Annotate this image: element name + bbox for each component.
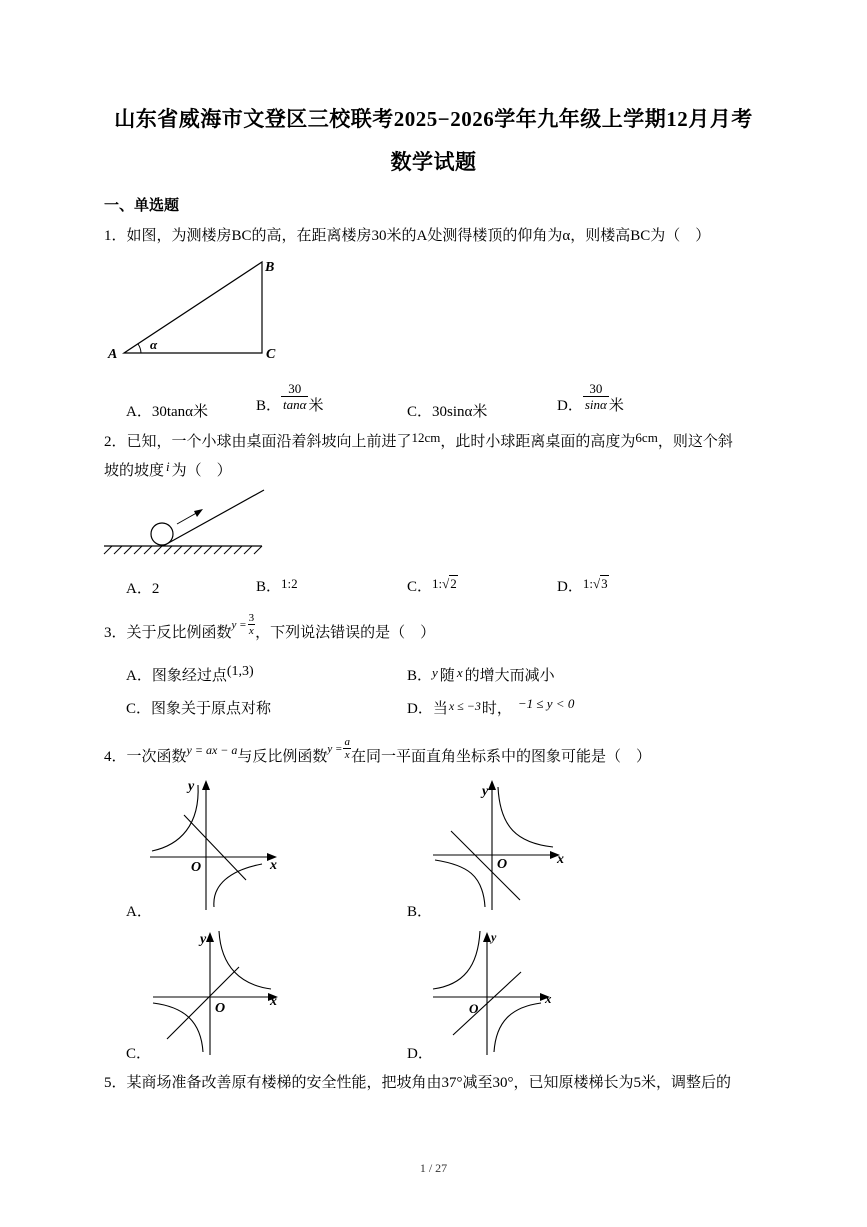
question-4-text (104, 731, 651, 766)
q3-option-d (407, 697, 574, 718)
q3-option-b (407, 664, 555, 685)
q3-option-c: C．图象关于原点对称 (126, 701, 272, 717)
q2-option-c-label: C． (407, 579, 433, 595)
q2-text-1: 2．已知，一个小球由桌面沿着斜坡向上前进了 (104, 434, 412, 450)
q1-option-a: A．30tanα米 (126, 404, 209, 420)
graph-d-y-label: y (491, 930, 497, 944)
q1-option-d-label: D． (557, 398, 583, 414)
q1-option-b-num: 30 (281, 381, 308, 397)
angle-alpha-label: α (150, 337, 158, 352)
q1-option-d-num: 30 (583, 381, 609, 397)
q3-option-b-x: x (456, 665, 463, 680)
q1-triangle-figure (100, 252, 290, 367)
q2-option-b-label: B． (256, 579, 282, 595)
q4-graph-b (425, 775, 575, 915)
q3-text-1: 3．关于反比例函数 (104, 625, 232, 641)
q4-inverse-den: x (344, 749, 350, 761)
q2-option-d-label: D． (557, 579, 583, 595)
q3-function-fraction (248, 612, 256, 637)
q1-option-d-unit: 米 (608, 398, 624, 414)
section-heading: 一、单选题 (104, 198, 180, 214)
q1-option-c: C．30sinα米 (407, 404, 488, 420)
q1-option-b (256, 378, 323, 415)
q4-text-3: 在同一平面直角坐标系中的图象可能是（ ） (350, 749, 651, 765)
q1-option-b-den: tanα (283, 397, 307, 412)
graph-a-y-label: y (188, 779, 195, 794)
q1-option-b-unit: 米 (308, 398, 324, 414)
q2-option-d-prefix: 1: (582, 576, 593, 591)
q2-text-3: ，则这个斜 (657, 434, 733, 450)
page-title: 山东省威海市文登区三校联考2025−2026学年九年级上学期12月月考 (114, 107, 753, 131)
vertex-c-label: C (266, 347, 276, 362)
graph-b-x-label: x (557, 852, 564, 867)
graph-d-x-label: x (545, 991, 552, 1006)
question-3-text (104, 607, 435, 642)
q3-option-b-mid: 随 (439, 668, 455, 684)
q4-inverse-num: a (344, 736, 350, 748)
q2-option-c: C．1:√2 (407, 576, 457, 595)
q1-option-b-fraction (281, 381, 308, 412)
q3-option-b-y: y (432, 665, 438, 680)
question-5-text: 5．某商场准备改善原有楼梯的安全性能，把坡角由37°减至30°，已知原楼梯长为5米，调整后的 (104, 1075, 732, 1091)
q3-option-a-label: A．图象经过点 (126, 668, 227, 684)
question-2-line2 (104, 459, 232, 480)
graph-c-x-label: x (270, 994, 277, 1009)
q2-option-a: A．2 (126, 581, 160, 597)
page-number: 1 / 27 (419, 1161, 448, 1175)
q2-option-d: D．1:√3 (557, 576, 608, 595)
q4-option-d: D． (407, 1046, 433, 1062)
q2-option-c-prefix: 1: (432, 576, 443, 591)
q4-linear-function: y = ax − a (186, 743, 238, 757)
q3-option-d-range: −1 ≤ y < 0 (517, 696, 575, 711)
q4-option-a: A． (126, 904, 152, 920)
graph-d-origin-label: O (469, 1001, 479, 1016)
q1-option-d-den: sinα (584, 397, 607, 412)
q1-option-b-label: B． (256, 398, 282, 414)
question-1-text: 1．如图，为测楼房BC的高，在距离楼房30米的A处测得楼顶的仰角为α，则楼高BC为（ ） (104, 228, 711, 244)
q2-option-b (256, 575, 298, 596)
q3-option-d-mid: 时， (481, 701, 512, 717)
question-2-line1 (104, 430, 733, 451)
q4-graph-c (145, 927, 290, 1057)
q4-option-b: B． (407, 904, 433, 920)
q2-slope-figure (100, 486, 270, 556)
q2-option-b-value: 1:2 (281, 576, 298, 591)
q3-function-num: 3 (248, 612, 255, 624)
graph-c-origin-label: O (215, 1001, 226, 1016)
q4-inverse-lhs: y = (327, 742, 343, 755)
vertex-b-label: B (265, 260, 275, 275)
q3-function-den: x (248, 625, 254, 637)
q3-option-b-label: B． (407, 668, 433, 684)
q4-graph-a (140, 775, 290, 915)
graph-a-x-label: x (270, 858, 277, 873)
vertex-a-label: A (108, 347, 118, 362)
q1-option-d (557, 378, 624, 415)
q4-text-1: 4．一次函数 (104, 749, 187, 765)
q3-option-d-label: D．当 (407, 701, 448, 717)
q3-text-2: ，下列说法错误的是（ ） (255, 625, 436, 641)
q3-option-a (126, 664, 254, 685)
q2-text-2: ，此时小球距离桌面的高度为 (440, 434, 636, 450)
q4-text-2: 与反比例函数 (237, 749, 328, 765)
q2-line2-text-2: 为（ ） (171, 463, 232, 479)
q2-line2-text-1: 坡的坡度 (104, 463, 165, 479)
q2-option-d-radicand: 3 (601, 576, 608, 591)
q2-option-c-radicand: 2 (450, 576, 457, 591)
graph-c-y-label: y (200, 932, 207, 947)
page-subtitle: 数学试题 (390, 150, 477, 174)
q4-inverse-fraction (343, 736, 351, 761)
q1-option-d-fraction (583, 381, 609, 412)
graph-b-origin-label: O (497, 857, 508, 872)
q2-length: 12cm (411, 430, 441, 445)
q3-option-b-end: 的增大而减小 (464, 668, 555, 684)
q3-function-lhs: y = (231, 618, 247, 631)
q3-option-a-point: (1,3) (226, 664, 254, 679)
q2-slope-symbol: i (166, 459, 170, 474)
q4-option-c: C． (126, 1046, 152, 1062)
graph-a-origin-label: O (191, 860, 202, 875)
graph-b-y-label: y (482, 784, 489, 799)
q4-graph-d (425, 927, 570, 1057)
q2-height: 6cm (635, 430, 658, 445)
q3-option-d-condition: x ≤ −3 (448, 699, 481, 713)
